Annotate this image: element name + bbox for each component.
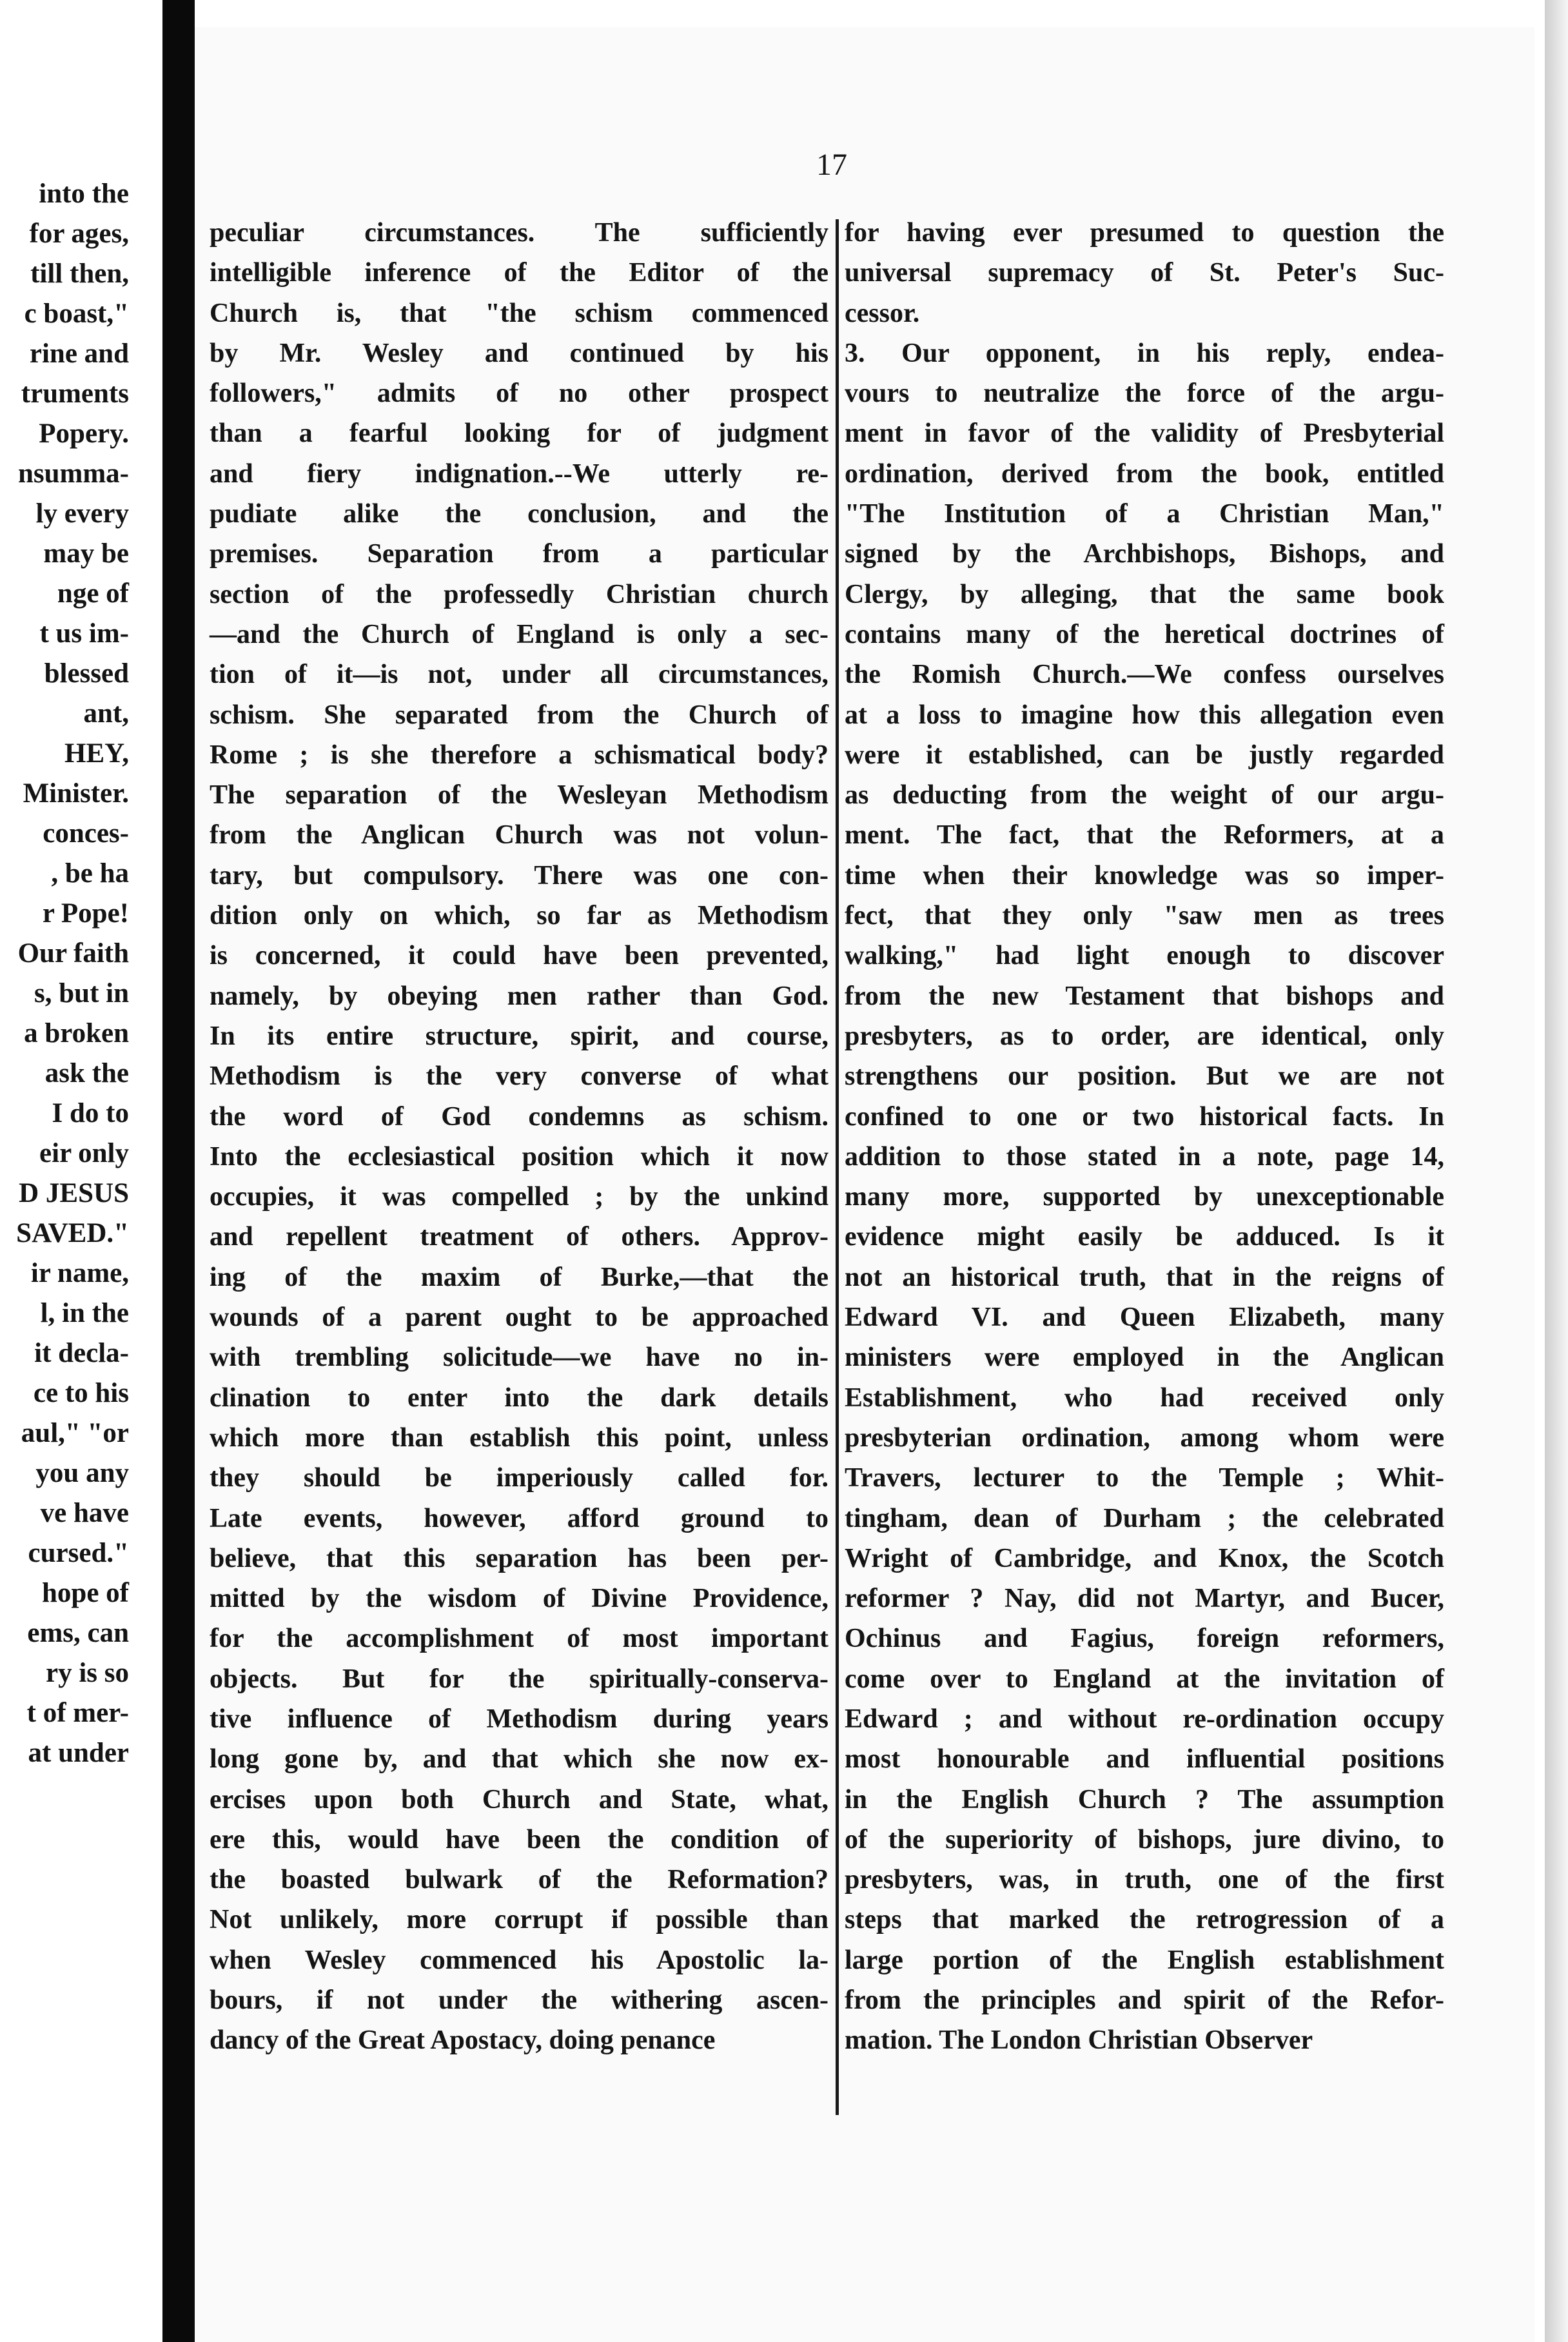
previous-page-line: t us im- (39, 618, 129, 649)
text-line: schism. She separated from the Church of (210, 700, 828, 730)
text-line: when Wesley commenced his Apostolic la- (210, 1945, 828, 1975)
previous-page-line: ask the (44, 1058, 129, 1088)
text-line: ministers were employed in the Anglican (845, 1343, 1444, 1373)
text-line: dancy of the Great Apostacy, doing penance (210, 2025, 716, 2056)
text-line: mation. The London Christian Observer (845, 2025, 1313, 2056)
left-text-column (210, 213, 828, 2061)
previous-page-line: SAVED." (16, 1218, 129, 1248)
text-line: 3. Our opponent, in his reply, endea- (845, 338, 1444, 368)
previous-page-line: , be ha (51, 858, 129, 889)
previous-page-line: nge of (57, 578, 129, 609)
previous-page-line: till then, (30, 259, 129, 289)
text-line: Travers, lecturer to the Temple ; Whit- (845, 1463, 1444, 1493)
text-line: for the accomplishment of most important (210, 1624, 828, 1654)
text-line: ment in favor of the validity of Presbyterial (845, 418, 1444, 449)
text-line: Establishment, who had received only (845, 1383, 1444, 1413)
text-line: walking," had light enough to discover (845, 941, 1444, 971)
text-line: peculiar circumstances. The sufficiently (210, 218, 828, 248)
text-line: the word of God condemns as schism. (210, 1101, 828, 1132)
text-line: at a loss to imagine how this allegation even (845, 700, 1444, 730)
text-line: were it established, can be justly regarded (845, 740, 1444, 770)
text-line: ordination, derived from the book, entitled (845, 458, 1444, 489)
text-line: objects. But for the spiritually-conserva- (210, 1664, 828, 1694)
previous-page-line: a broken (24, 1018, 129, 1048)
text-line: most honourable and influential positions (845, 1744, 1444, 1775)
text-line: not an historical truth, that in the reigns of (845, 1262, 1444, 1292)
previous-page-line: rine and (29, 339, 129, 369)
text-line: Not unlikely, more corrupt if possible than (210, 1905, 828, 1935)
text-line: followers," admits of no other prospect (210, 379, 828, 409)
text-line: ment. The fact, that the Reformers, at a (845, 820, 1444, 851)
previous-page-line: for ages, (29, 219, 129, 249)
previous-page-line: blessed (44, 658, 129, 689)
text-line: they should be imperiously called for. (210, 1463, 828, 1493)
previous-page-line: conces- (43, 818, 129, 849)
text-line: "The Institution of a Christian Man," (845, 499, 1444, 529)
text-line: Into the ecclesiastical position which it now (210, 1141, 828, 1172)
previous-page-line: at under (28, 1738, 129, 1768)
previous-page-edge (0, 0, 162, 2342)
previous-page-line: eir only (39, 1138, 129, 1168)
text-line: contains many of the heretical doctrines of (845, 619, 1444, 649)
text-line: Edward VI. and Queen Elizabeth, many (845, 1303, 1444, 1333)
text-line: Rome ; is she therefore a schismatical body? (210, 740, 828, 770)
text-line: —and the Church of England is only a sec- (210, 619, 828, 649)
text-line: namely, by obeying men rather than God. (210, 981, 828, 1011)
previous-page-line: ant, (83, 698, 129, 729)
text-line: ercises upon both Church and State, what, (210, 1784, 828, 1815)
previous-page-line: ems, can (27, 1618, 129, 1648)
previous-page-line: Minister. (23, 778, 129, 809)
text-line: mitted by the wisdom of Divine Providence, (210, 1584, 828, 1614)
text-line: many more, supported by unexceptionable (845, 1182, 1444, 1212)
text-line: Ochinus and Fagius, foreign reformers, (845, 1624, 1444, 1654)
previous-page-line: t of mer- (26, 1698, 129, 1728)
text-line: from the new Testament that bishops and (845, 981, 1444, 1011)
text-line: Late events, however, afford ground to (210, 1503, 828, 1533)
text-line: by Mr. Wesley and continued by his (210, 338, 828, 368)
text-line: Clergy, by alleging, that the same book (845, 579, 1444, 609)
text-line: Methodism is the very converse of what (210, 1061, 828, 1092)
text-line: addition to those stated in a note, page 14, (845, 1141, 1444, 1172)
text-line: tary, but compulsory. There was one con- (210, 860, 828, 891)
column-divider (836, 219, 839, 2115)
previous-page-line: ir name, (30, 1258, 129, 1288)
text-line: ing of the maxim of Burke,—that the (210, 1262, 828, 1292)
previous-page-line: Our faith (17, 938, 129, 969)
text-line: in the English Church ? The assumption (845, 1784, 1444, 1815)
page-number: 17 (816, 148, 847, 182)
previous-page-line: ce to his (33, 1378, 129, 1408)
text-line: The separation of the Wesleyan Methodism (210, 780, 828, 811)
previous-page-line: hope of (42, 1578, 129, 1608)
previous-page-line: ry is so (46, 1658, 129, 1688)
text-line: Church is, that "the schism commenced (210, 298, 828, 328)
previous-page-line: l, in the (40, 1298, 129, 1328)
text-line: fect, that they only "saw men as trees (845, 901, 1444, 931)
text-line: than a fearful looking for of judgment (210, 418, 828, 449)
previous-page-line: D JESUS (19, 1178, 129, 1208)
text-line: intelligible inference of the Editor of the (210, 258, 828, 288)
text-line: Wright of Cambridge, and Knox, the Scotch (845, 1543, 1444, 1573)
previous-page-line: into the (39, 179, 129, 209)
text-line: tion of it—is not, under all circumstances, (210, 660, 828, 690)
page-edge-shadow (1545, 0, 1568, 2342)
text-line: strengthens our position. But we are not (845, 1061, 1444, 1092)
previous-page-line: HEY, (64, 738, 129, 769)
previous-page-line: I do to (52, 1098, 129, 1128)
text-line: tingham, dean of Durham ; the celebrated (845, 1503, 1444, 1533)
text-line: cessor. (845, 298, 920, 328)
previous-page-line: r Pope! (42, 898, 129, 929)
previous-page-line: truments (21, 379, 129, 409)
right-text-column (845, 213, 1444, 2061)
text-line: of the superiority of bishops, jure divino, to (845, 1824, 1444, 1855)
text-line: which more than establish this point, unless (210, 1422, 828, 1453)
text-line: premises. Separation from a particular (210, 539, 828, 569)
previous-page-line: nsumma- (17, 458, 129, 489)
text-line: the boasted bulwark of the Reformation? (210, 1865, 828, 1895)
text-line: is concerned, it could have been prevented, (210, 941, 828, 971)
text-line: reformer ? Nay, did not Martyr, and Bucer, (845, 1584, 1444, 1614)
previous-page-line: may be (43, 538, 129, 569)
text-line: pudiate alike the conclusion, and the (210, 499, 828, 529)
text-line: long gone by, and that which she now ex- (210, 1744, 828, 1775)
previous-page-line: ly every (35, 498, 129, 529)
text-line: section of the professedly Christian church (210, 579, 828, 609)
text-line: clination to enter into the dark details (210, 1383, 828, 1413)
text-line: wounds of a parent ought to be approached (210, 1303, 828, 1333)
text-line: ere this, would have been the condition of (210, 1824, 828, 1855)
text-line: the Romish Church.—We confess ourselves (845, 660, 1444, 690)
previous-page-text (0, 174, 129, 1773)
previous-page-line: it decla- (34, 1338, 129, 1368)
text-line: Edward ; and without re-ordination occupy (845, 1704, 1444, 1734)
text-line: and repellent treatment of others. Approv- (210, 1222, 828, 1252)
previous-page-line: Popery. (39, 418, 129, 449)
previous-page-line: cursed." (28, 1538, 129, 1568)
previous-page-line: ve have (40, 1498, 129, 1528)
book-gutter (162, 0, 195, 2342)
text-line: for having ever presumed to question the (845, 218, 1444, 248)
text-line: from the Anglican Church was not volun- (210, 820, 828, 851)
previous-page-line: s, but in (34, 978, 129, 1009)
text-line: presbyterian ordination, among whom were (845, 1422, 1444, 1453)
text-line: presbyters, as to order, are identical, only (845, 1021, 1444, 1051)
text-line: confined to one or two historical facts. In (845, 1101, 1444, 1132)
text-line: from the principles and spirit of the Refor- (845, 1985, 1444, 2016)
text-line: occupies, it was compelled ; by the unkind (210, 1182, 828, 1212)
text-line: vours to neutralize the force of the argu- (845, 379, 1444, 409)
text-line: evidence might easily be adduced. Is it (845, 1222, 1444, 1252)
text-line: and fiery indignation.--We utterly re- (210, 458, 828, 489)
text-line: with trembling solicitude—we have no in- (210, 1343, 828, 1373)
text-line: dition only on which, so far as Methodism (210, 901, 828, 931)
text-line: come over to England at the invitation of (845, 1664, 1444, 1694)
text-line: believe, that this separation has been per- (210, 1543, 828, 1573)
text-line: universal supremacy of St. Peter's Suc- (845, 258, 1444, 288)
previous-page-line: aul," "or (21, 1418, 129, 1448)
previous-page-line: you any (35, 1458, 129, 1488)
text-line: large portion of the English establishment (845, 1945, 1444, 1975)
text-line: as deducting from the weight of our argu- (845, 780, 1444, 811)
text-line: signed by the Archbishops, Bishops, and (845, 539, 1444, 569)
text-line: time when their knowledge was so imper- (845, 860, 1444, 891)
text-line: steps that marked the retrogression of a (845, 1905, 1444, 1935)
text-line: bours, if not under the withering ascen- (210, 1985, 828, 2016)
previous-page-line: c boast," (24, 299, 129, 329)
text-line: In its entire structure, spirit, and course, (210, 1021, 828, 1051)
text-line: tive influence of Methodism during years (210, 1704, 828, 1734)
text-line: presbyters, was, in truth, one of the first (845, 1865, 1444, 1895)
